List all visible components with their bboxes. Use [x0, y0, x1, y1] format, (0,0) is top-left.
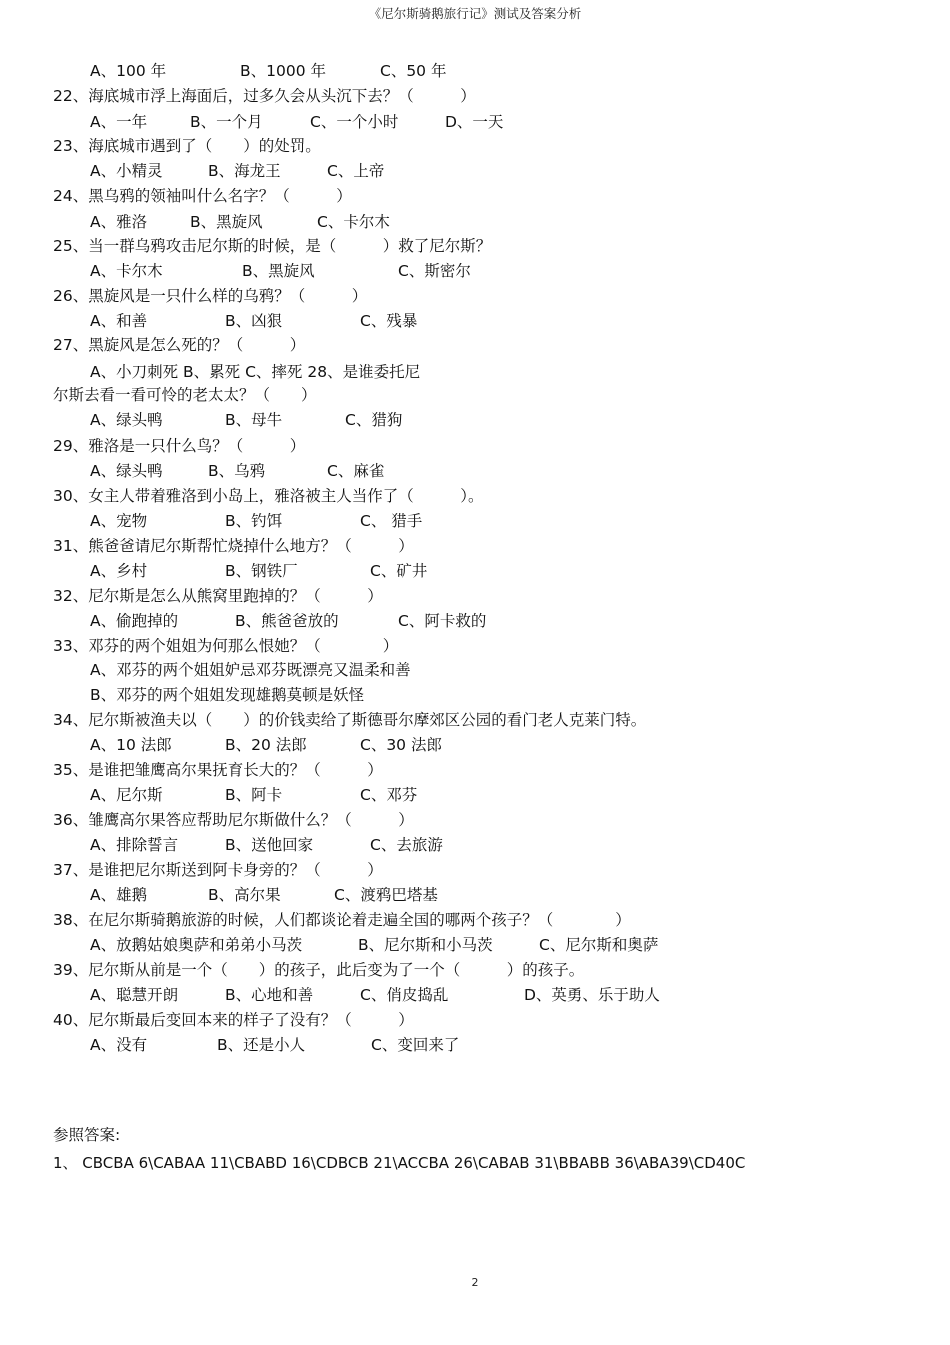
option-item: A、邓芬的两个姐姐妒忌邓芬既漂亮又温柔和善 — [90, 661, 411, 679]
option-item: A、聪慧开朗 — [90, 986, 179, 1004]
option-item: C、猎狗 — [345, 411, 403, 429]
option-item: B、凶狠 — [225, 312, 283, 330]
option-item: A、绿头鸭 — [90, 411, 163, 429]
question-line: 39、尼尔斯从前是一个（ ）的孩子，此后变为了一个（ ）的孩子。 — [53, 961, 585, 979]
option-item: B、熊爸爸放的 — [235, 612, 339, 630]
option-item: C、变回来了 — [371, 1036, 460, 1054]
option-item: A、宠物 — [90, 512, 148, 530]
option-item: B、钓饵 — [225, 512, 283, 530]
option-item: A、偷跑掉的 — [90, 612, 179, 630]
option-item: C、一个小时 — [310, 113, 399, 131]
question-line: 36、雏鹰高尔果答应帮助尼尔斯做什么？（ ） — [53, 811, 414, 829]
question-line: 33、邓芬的两个姐姐为何那么恨她？（ ） — [53, 637, 399, 655]
question-line: 29、雅洛是一只什么鸟？（ ） — [53, 437, 306, 455]
question-line: 25、当一群乌鸦攻击尼尔斯的时候，是（ ）救了尼尔斯？ — [53, 237, 492, 255]
question-line: 27、黑旋风是怎么死的？（ ） — [53, 336, 306, 354]
option-item: A、10 法郎 — [90, 736, 172, 754]
option-item: C、30 法郎 — [360, 736, 442, 754]
question-line: 31、熊爸爸请尼尔斯帮忙烧掉什么地方？（ ） — [53, 537, 414, 555]
option-item: A、乡村 — [90, 562, 148, 580]
question-line: 34、尼尔斯被渔夫以（ ）的价钱卖给了斯德哥尔摩郊区公园的看门老人克莱门特。 — [53, 711, 647, 729]
question-line: 22、海底城市浮上海面后，过多久会从头沉下去？（ ） — [53, 87, 476, 105]
question-line: 30、女主人带着雅洛到小岛上，雅洛被主人当作了（ ）。 — [53, 487, 484, 505]
option-item: A、和善 — [90, 312, 148, 330]
option-item: C、尼尔斯和奥萨 — [539, 936, 659, 954]
option-item: B、邓芬的两个姐姐发现雄鹅莫顿是妖怪 — [90, 686, 365, 704]
question-line: 24、黑乌鸦的领袖叫什么名字？（ ） — [53, 187, 352, 205]
option-item: C、卡尔木 — [317, 213, 390, 231]
option-item: D、英勇、乐于助人 — [524, 986, 660, 1004]
option-item: C、阿卡救的 — [398, 612, 487, 630]
question-line: 23、海底城市遇到了（ ）的处罚。 — [53, 137, 321, 155]
option-item: A、绿头鸭 — [90, 462, 163, 480]
option-item: B、乌鸦 — [208, 462, 266, 480]
question-line: 26、黑旋风是一只什么样的乌鸦？（ ） — [53, 287, 368, 305]
option-item: C、残暴 — [360, 312, 418, 330]
option-item: A、小刀刺死 B、累死 C、摔死 28、是谁委托尼 — [90, 363, 421, 381]
option-item: C、麻雀 — [327, 462, 385, 480]
option-item: C、上帝 — [327, 162, 385, 180]
option-item: C、50 年 — [380, 62, 447, 80]
option-item: C、矿井 — [370, 562, 428, 580]
option-item: A、雄鹅 — [90, 886, 148, 904]
option-item: B、钢铁厂 — [225, 562, 298, 580]
answers-text: 1、 CBCBA 6\CABAA 11\CBABD 16\CDBCB 21\ACCBA 26\CABAB 31\BBABB 36\ABA39\CD40C — [53, 1154, 746, 1172]
page-header: 《尼尔斯骑鹅旅行记》测试及答案分析 — [368, 6, 582, 21]
question-line: 40、尼尔斯最后变回本来的样子了没有？（ ） — [53, 1011, 414, 1029]
option-item: C、斯密尔 — [398, 262, 471, 280]
question-line: 尔斯去看一看可怜的老太太？（ ） — [53, 386, 317, 404]
option-item: C、俏皮捣乱 — [360, 986, 449, 1004]
option-item: A、小精灵 — [90, 162, 163, 180]
option-item: A、尼尔斯 — [90, 786, 163, 804]
option-item: B、高尔果 — [208, 886, 281, 904]
option-item: B、送他回家 — [225, 836, 314, 854]
option-item: A、排除誓言 — [90, 836, 179, 854]
option-item: A、卡尔木 — [90, 262, 163, 280]
option-item: B、母牛 — [225, 411, 283, 429]
option-item: B、还是小人 — [217, 1036, 306, 1054]
option-item: A、放鹅姑娘奥萨和弟弟小马茨 — [90, 936, 303, 954]
option-item: B、黑旋风 — [242, 262, 315, 280]
option-item: A、雅洛 — [90, 213, 148, 231]
option-item: B、尼尔斯和小马茨 — [358, 936, 493, 954]
option-item: D、一天 — [445, 113, 504, 131]
option-item: C、去旅游 — [370, 836, 443, 854]
question-line: 37、是谁把尼尔斯送到阿卡身旁的？（ ） — [53, 861, 383, 879]
option-item: B、20 法郎 — [225, 736, 307, 754]
page-number: 2 — [471, 1276, 479, 1289]
answers-title: 参照答案: — [53, 1126, 121, 1144]
option-item: B、阿卡 — [225, 786, 283, 804]
question-line: 35、是谁把雏鹰高尔果抚育长大的？（ ） — [53, 761, 383, 779]
option-item: B、心地和善 — [225, 986, 314, 1004]
question-line: 38、在尼尔斯骑鹅旅游的时候，人们都谈论着走遍全国的哪两个孩子？（ ） — [53, 911, 631, 929]
option-item: B、海龙王 — [208, 162, 281, 180]
option-item: C、邓芬 — [360, 786, 418, 804]
option-item: C、渡鸦巴塔基 — [334, 886, 438, 904]
option-item: B、黑旋风 — [190, 213, 263, 231]
option-item: A、100 年 — [90, 62, 167, 80]
option-item: A、没有 — [90, 1036, 148, 1054]
option-item: C、 猎手 — [360, 512, 423, 530]
option-item: A、一年 — [90, 113, 148, 131]
option-item: B、1000 年 — [240, 62, 327, 80]
question-line: 32、尼尔斯是怎么从熊窝里跑掉的？（ ） — [53, 587, 383, 605]
option-item: B、一个月 — [190, 113, 263, 131]
